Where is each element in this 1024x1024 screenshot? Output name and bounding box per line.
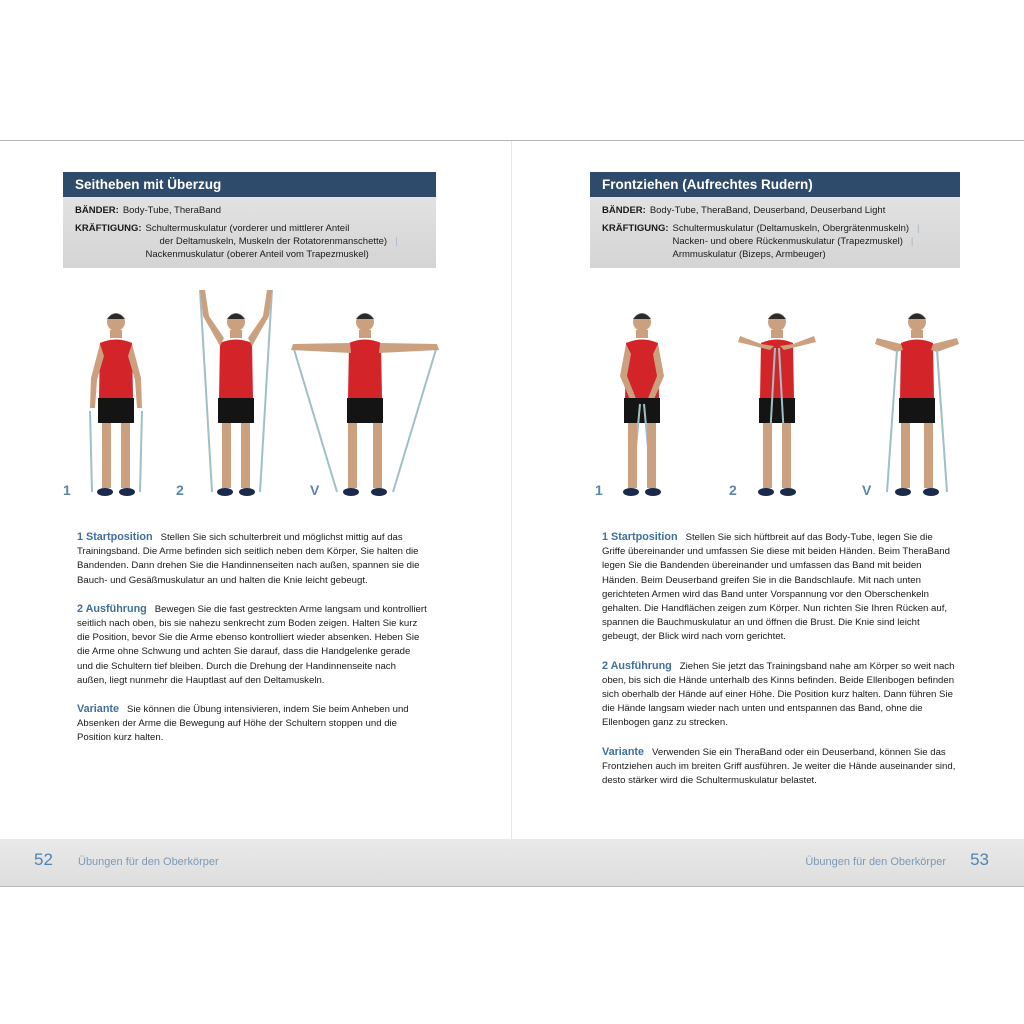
strengthening-line: Schultermuskulatur (Deltamuskeln, Obergrätenmuskeln) (672, 223, 910, 234)
strengthening-row (75, 222, 424, 261)
footer-section-right: Übungen für den Oberkörper (805, 856, 946, 868)
exercise-instructions (77, 530, 427, 760)
exercise-info-box (63, 197, 436, 268)
footer-section-left: Übungen für den Oberkörper (78, 856, 219, 868)
instruction-paragraph (602, 530, 957, 645)
page-number-left: 52 (34, 850, 53, 869)
page-footer (0, 839, 1024, 886)
bands-label: BÄNDER: (75, 205, 119, 216)
strengthening-row (602, 222, 948, 261)
bands-row (75, 204, 424, 217)
instruction-text: Bewegen Sie die fast gestreckten Arme langsam und kontrolliert seitlich nach oben, bis sie nahezu senkrecht zum Boden zeigen. Halten Sie kurz die Position, bevor Sie die Arme ebenso kontrolliert wieder absenken. Heben Sie die Arme ohne Schwung und achten Sie darauf, dass die Handgelenke gerade und die Schultern tief bleiben. Durch die Drehung der Handinnenseite nach außen, liegt nunmehr die Hauptlast auf den Deltamuskeln. (77, 603, 427, 686)
figure-variant (285, 286, 445, 501)
figure-label: 1 (63, 482, 71, 498)
exercise-title: Frontziehen (Aufrechtes Rudern) (602, 177, 813, 192)
instruction-paragraph (602, 745, 957, 789)
instruction-paragraph (77, 530, 427, 588)
bands-value: Body-Tube, TheraBand (122, 205, 222, 216)
figure-start-position (70, 286, 160, 501)
page-number-right: 53 (970, 850, 989, 869)
instruction-paragraph (602, 659, 957, 731)
strengthening-line: Nacken- und obere Rückenmuskulatur (Trapezmuskel) (672, 236, 903, 247)
exercise-title-bar (590, 172, 960, 197)
instruction-text: Stellen Sie sich hüftbreit auf das Body-Tube, legen Sie die Griffe übereinander und umfassen Sie diese mit beiden Händen. Beim TheraBand legen Sie die Bandenden übereinander und umfassen das Band mit beiden Händen. Beim Deuserband greifen Sie in die Bandschlaufe. Mit nach unten gerichteten Armen wird das Band unter Vorspannung vor den Oberschenkeln gehalten. Die Handflächen zeigen zum Körper. Nun richten Sie Ihren Rücken auf, spannen die Bauchmuskulatur an und öffnen die Brust. Die Knie sind leicht gebeugt, der Blick wird nach vorn gerichtet. (602, 532, 950, 643)
instruction-text: Sie können die Übung intensivieren, indem Sie beim Anheben und Absenken der Arme die Bewegung auf Höhe der Schultern stoppen und die Position kurz halten. (77, 704, 409, 744)
exercise-instructions (602, 530, 957, 802)
left-page (0, 141, 511, 831)
instruction-paragraph (77, 702, 427, 746)
instruction-keyword: Variante (602, 745, 645, 758)
exercise-title-bar (63, 172, 436, 197)
instruction-text: Verwenden Sie ein TheraBand oder ein Deuserband, können Sie das Frontziehen auch im breiten Griff ausführen. Je weiter die Hände auseinander sind, desto stärker wird die Schultermuskulatur belastet. (602, 746, 956, 787)
instruction-keyword: 1 Startposition (602, 531, 678, 543)
strengthening-values: Schultermuskulatur (Deltamuskeln, Obergrätenmuskeln) | Nacken- und obere Rückenmuskulatur (Trapezmuskel) | Armmuskulatur (Bizeps, Armbeuger) (672, 223, 920, 260)
instruction-text: Ziehen Sie jetzt das Trainingsband nahe am Körper so weit nach oben, bis sich die Hände unterhalb des Kinns befinden. Beide Ellenbogen befinden sich oberhalb der Hände auf einer Höhe. Die Position kurz halten. Dann führen Sie die Hände langsam wieder nach unten und entspannen das Band, ohne die Ellenbogen ganz zu strecken. (602, 660, 955, 729)
strengthening-line: Schultermuskulatur (vorderer und mittlerer Anteil (145, 223, 350, 234)
instruction-keyword: Variante (77, 703, 120, 716)
bands-label: BÄNDER: (602, 205, 646, 216)
strengthening-label: KRÄFTIGUNG: (602, 223, 669, 234)
figure-label: 1 (595, 482, 603, 498)
right-page (512, 141, 1024, 831)
strengthening-line: der Deltamuskeln, Muskeln der Rotatorenmanschette) (159, 236, 388, 247)
strengthening-values: Schultermuskulatur (vorderer und mittlerer Anteil der Deltamuskeln, Muskeln der Rotatorenmanschette) | Nackenmuskulatur (oberer Anteil vom Trapezmuskel) (145, 223, 398, 260)
strengthening-line: Nackenmuskulatur (oberer Anteil vom Trapezmuskel) (145, 249, 369, 260)
figure-start-position (602, 286, 682, 501)
instruction-paragraph (77, 602, 427, 688)
strengthening-line: Armmuskulatur (Bizeps, Armbeuger) (672, 249, 826, 260)
figure-label: V (862, 482, 872, 498)
exercise-figures (60, 286, 450, 501)
instruction-keyword: 2 Ausführung (602, 659, 672, 672)
exercise-info-box (590, 197, 960, 268)
bands-value: Body-Tube, TheraBand, Deuserband, Deuserband Light (649, 205, 886, 216)
figure-label: V (310, 482, 320, 498)
figure-label: 2 (729, 482, 737, 498)
bands-row (602, 204, 948, 217)
strengthening-label: KRÄFTIGUNG: (75, 223, 142, 234)
exercise-title: Seitheben mit Überzug (75, 177, 222, 192)
instruction-keyword: 1 Startposition (77, 531, 153, 543)
figure-execution (190, 286, 280, 501)
figure-variant (867, 286, 967, 501)
exercise-figures (592, 286, 972, 501)
figure-execution (732, 286, 822, 501)
instruction-text: Stellen Sie sich schulterbreit und möglichst mittig auf das Trainingsband. Die Arme befinden sich seitlich neben dem Körper, Sie halten die Bandenden. Dann drehen Sie die Handinnenseiten nach außen, spannen sie die Bauch- und Gesäßmuskulatur an und halten die Knie leicht gebeugt. (77, 532, 420, 586)
figure-label: 2 (176, 482, 184, 498)
instruction-keyword: 2 Ausführung (77, 602, 147, 615)
book-spread (0, 140, 1024, 887)
